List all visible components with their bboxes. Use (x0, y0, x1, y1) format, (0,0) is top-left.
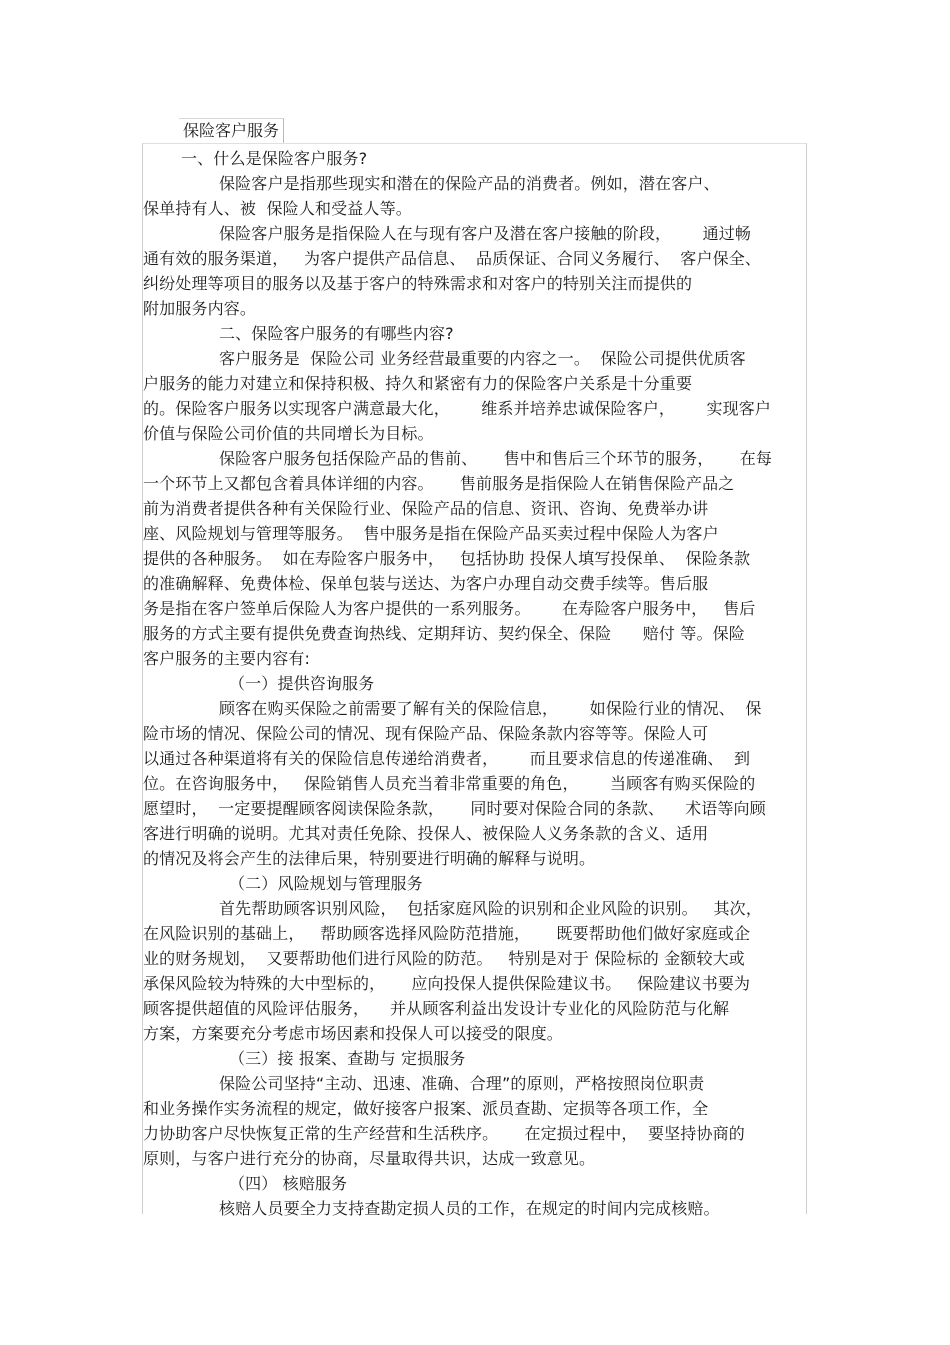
text-line: 服务的方式主要有提供免费查询热线、定期拜访、契约保全、保险 赔付 等。保险 (143, 624, 745, 643)
text-line: （三）接 报案、查勘与 定损服务 (229, 1049, 466, 1068)
text-line: 提供的各种服务。 如在寿险客户服务中， 包括协助 投保人填写投保单、 保险条款 (143, 549, 751, 568)
text-line: 保险公司坚持“主动、迅速、准确、合理”的原则，严格按照岗位职责 (219, 1074, 705, 1093)
text-line: 原则，与客户进行充分的协商，尽量取得共识，达成一致意见。 (143, 1149, 596, 1168)
text-line: （一）提供咨询服务 (229, 674, 375, 693)
text-line: 附加服务内容。 (143, 299, 257, 318)
text-line: 的准确解释、免费体检、保单包装与送达、为客户办理自动交费手续等。售后服 (143, 574, 709, 593)
text-line: 在风险识别的基础上， 帮助顾客选择风险防范措施， 既要帮助他们做好家庭或企 (143, 924, 751, 943)
text-line: 业的财务规划， 又要帮助他们进行风险的防范。 特别是对于 保险标的 金额较大或 (143, 949, 745, 968)
text-line: 前为消费者提供各种有关保险行业、保险产品的信息、资讯、咨询、免费举办讲 (143, 499, 709, 518)
text-line: 的情况及将会产生的法律后果，特别要进行明确的解释与说明。 (143, 849, 596, 868)
text-line: 客户服务的主要内容有: (143, 649, 311, 668)
text-line: 一个环节上又都包含着具体详细的内容。 售前服务是指保险人在销售保险产品之 (143, 474, 735, 493)
text-line: 的。保险客户服务以实现客户满意最大化， 维系并培养忠诚保险客户， 实现客户 (143, 399, 772, 418)
text-line: 纠纷处理等项目的服务以及基于客户的特殊需求和对客户的特别关注而提供的 (143, 274, 693, 293)
text-line: 通有效的服务渠道， 为客户提供产品信息、 品质保证、合同义务履行、 客户保全、 (143, 249, 762, 268)
text-line: 二、保险客户服务的有哪些内容? (219, 324, 454, 343)
text-line: （二）风险规划与管理服务 (229, 874, 423, 893)
text-line: 核赔人员要全力支持查勘定损人员的工作，在规定的时间内完成核赔。 (219, 1199, 720, 1218)
text-line: 顾客在购买保险之前需要了解有关的保险信息， 如保险行业的情况、 保 (219, 699, 762, 718)
text-line: 承保风险较为特殊的大中型标的， 应向投保人提供保险建议书。 保险建议书要为 (143, 974, 751, 993)
text-line: 方案，方案要充分考虑市场因素和投保人可以接受的限度。 (143, 1024, 563, 1043)
text-line: 座、风险规划与管理等服务。 售中服务是指在保险产品买卖过程中保险人为客户 (143, 524, 719, 543)
text-line: 以通过各种渠道将有关的保险信息传递给消费者， 而且要求信息的传递准确、 到 (143, 749, 751, 768)
text-line: 顾客提供超值的风险评估服务， 并从顾客利益出发设计专业化的风险防范与化解 (143, 999, 730, 1018)
text-line: 保险客户服务是指保险人在与现有客户及潜在客户接触的阶段， 通过畅 (219, 224, 752, 243)
text-line: 愿望时， 一定要提醒顾客阅读保险条款， 同时要对保险合同的条款、 术语等向顾 (143, 799, 766, 818)
document-title: 保险客户服务 (179, 118, 284, 143)
text-line: （四） 核赔服务 (229, 1174, 348, 1193)
text-line: 和业务操作实务流程的规定，做好接客户报案、派员查勘、定损等各项工作，全 (143, 1099, 709, 1118)
text-line: 保险客户是指那些现实和潜在的保险产品的消费者。例如，潜在客户、 (219, 174, 720, 193)
text-line: 价值与保险公司价值的共同增长为目标。 (143, 424, 434, 443)
text-line: 位。在咨询服务中， 保险销售人员充当着非常重要的角色， 当顾客有购买保险的 (143, 774, 756, 793)
text-line: 险市场的情况、保险公司的情况、现有保险产品、保险条款内容等等。保险人可 (143, 724, 709, 743)
text-line: 客户服务是 保险公司 业务经营最重要的内容之一。 保险公司提供优质客 (219, 349, 746, 368)
text-line: 一、什么是保险客户服务? (181, 149, 368, 168)
text-line: 客进行明确的说明。尤其对责任免除、投保人、被保险人义务条款的含义、适用 (143, 824, 709, 843)
text-line: 首先帮助顾客识别风险， 包括家庭风险的识别和企业风险的识别。 其次， (219, 899, 762, 918)
text-line: 务是指在客户签单后保险人为客户提供的一系列服务。 在寿险客户服务中， 售后 (143, 599, 756, 618)
text-line: 保险客户服务包括保险产品的售前、 售中和售后三个环节的服务， 在每 (219, 449, 773, 468)
text-line: 力协助客户尽快恢复正常的生产经营和生活秩序。 在定损过程中， 要坚持协商的 (143, 1124, 745, 1143)
text-line: 户服务的能力对建立和保持积极、持久和紧密有力的保险客户关系是十分重要 (143, 374, 693, 393)
text-line: 保单持有人、被 保险人和受益人等。 (143, 199, 412, 218)
